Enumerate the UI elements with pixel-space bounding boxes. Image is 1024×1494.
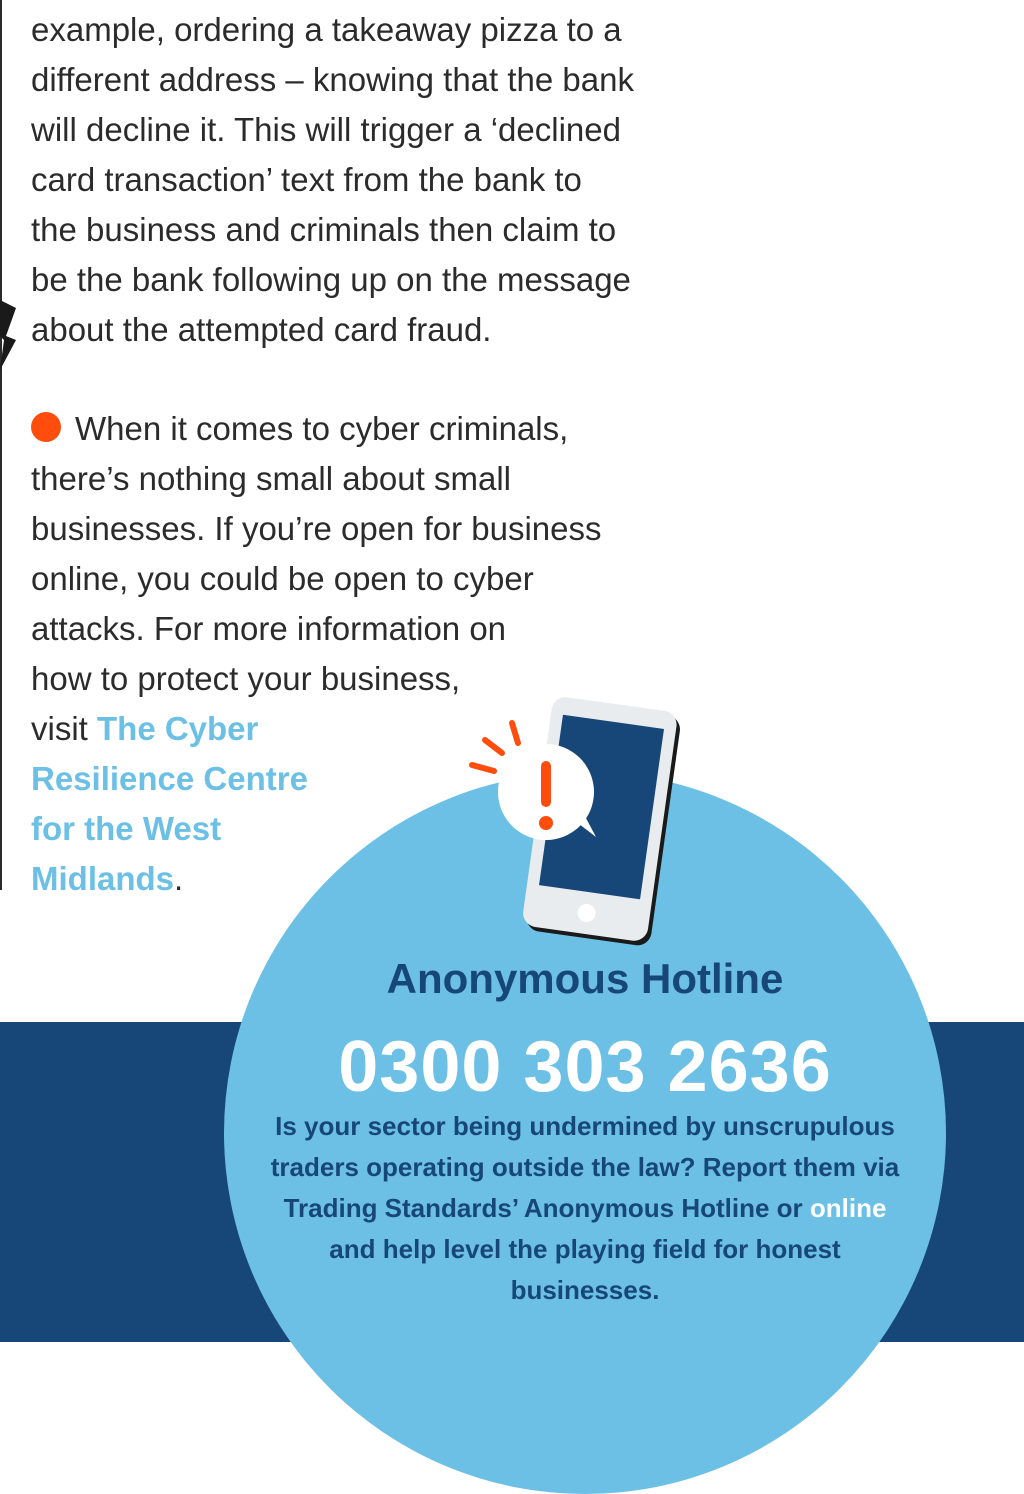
left-rule-line	[0, 0, 2, 890]
hotline-description	[270, 1106, 900, 1311]
lightning-bolt-icon	[0, 300, 16, 370]
hotline-phone-number[interactable]: 0300 303 2636	[338, 1027, 832, 1107]
hotline-text-before: Is your sector being undermined by unscrupulous traders operating outside the law? Report them via Trading Standards’ Anonymous Hotline or	[270, 1111, 900, 1223]
paragraph-2-end: .	[174, 860, 184, 897]
article-paragraph-1: example, ordering a takeaway pizza to a different address – knowing that the bank will decline it. This will trigger a ‘declined card transaction’ text from the bank to the business and criminals then claim to be the bank following up on the message about the attempted card fraud.	[31, 11, 634, 348]
phone-alert-icon	[460, 695, 700, 955]
cyber-resilience-centre-link[interactable]: The Cyber Resilience Centre for the West Midlands	[31, 710, 308, 897]
bullet-dot-icon	[31, 412, 61, 442]
hotline-title: Anonymous Hotline	[386, 955, 784, 1002]
hotline-text-after: and help level the playing field for honest businesses.	[329, 1234, 841, 1305]
paragraph-2-text: When it comes to cyber criminals, there’s nothing small about small businesses. If you’re open for business online, you could be open to cyber attacks. For more information on how to protect your business, visit	[31, 410, 602, 747]
online-link[interactable]: online	[809, 1193, 887, 1223]
